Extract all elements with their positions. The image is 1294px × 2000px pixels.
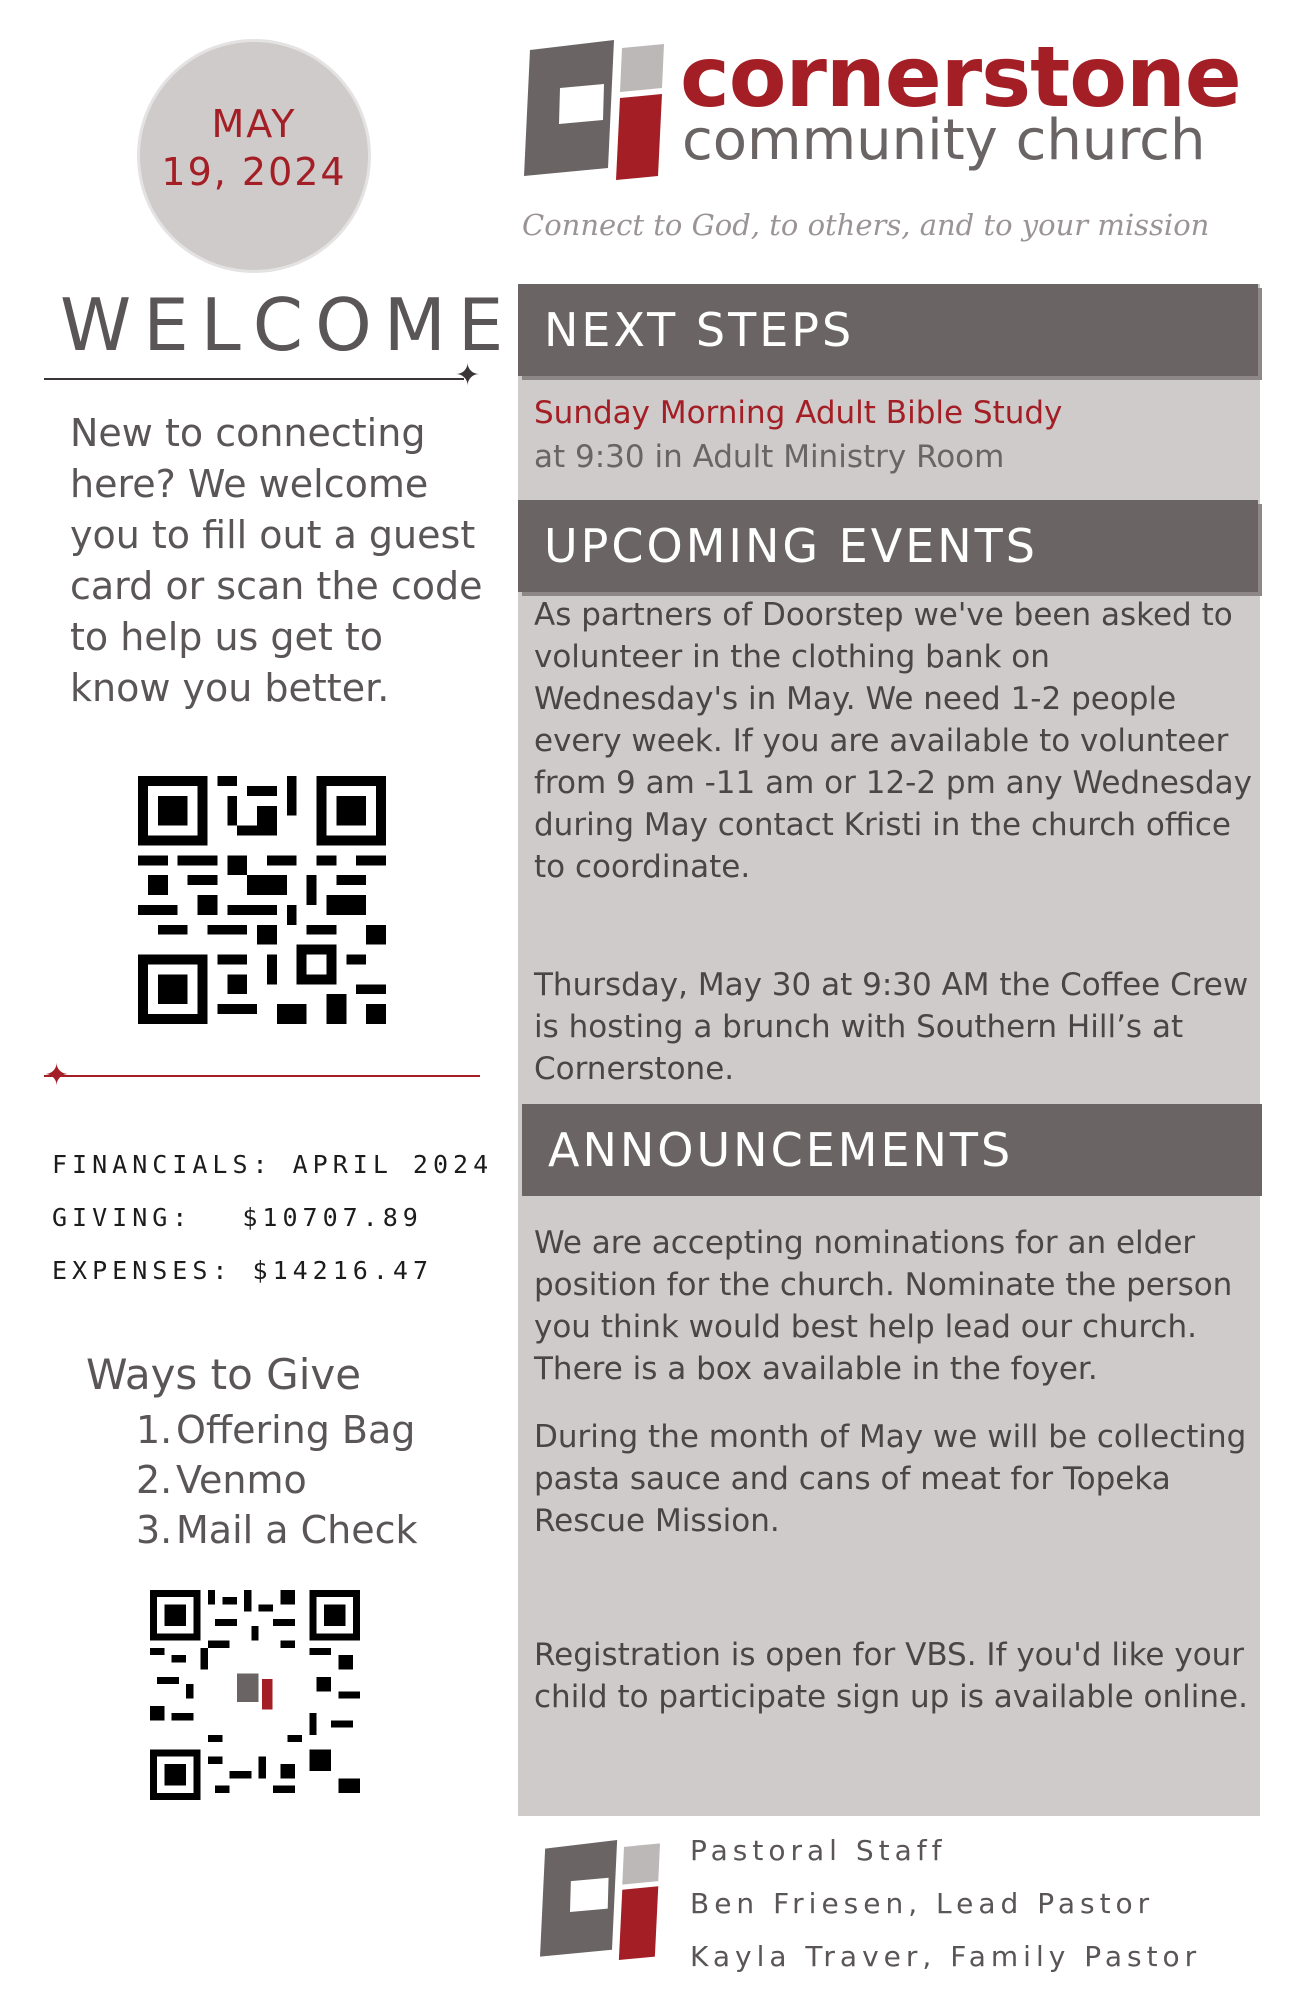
financials-title: FINANCIALS: APRIL 2024 (52, 1150, 494, 1179)
giving-row (52, 1203, 423, 1232)
event-item: As partners of Doorstep we've been asked to volunteer in the clothing bank on Wednesday's in May. We need 1-2 people every week. If you are available to volunteer from 9 am -11 am or 12-2 pm any Wednesday during May contact Kristi in the church office to coordinate. (534, 597, 1252, 885)
next-steps-detail: at 9:30 in Adult Ministry Room (534, 439, 1005, 475)
church-logo-icon (524, 40, 664, 180)
sparkle-icon: ✦ (455, 358, 481, 393)
welcome-text: New to connecting here? We welcome you to fill out a guest card or scan the code to help us get to know you better. (70, 411, 483, 710)
welcome-heading: WELCOME (60, 283, 516, 367)
giving-value: $10707.89 (242, 1203, 423, 1232)
list-item: 3.Mail a Check (136, 1508, 418, 1552)
upcoming-events-heading: UPCOMING EVENTS (518, 500, 1258, 592)
staff-member: Kayla Traver, Family Pastor (690, 1940, 1202, 1973)
staff-member: Ben Friesen, Lead Pastor (690, 1887, 1155, 1920)
event-item: Thursday, May 30 at 9:30 AM the Coffee Crew is hosting a brunch with Southern Hill’s at Cornerstone. (534, 967, 1249, 1087)
list-item: 2.Venmo (136, 1458, 307, 1502)
date-day-year: 19, 2024 (161, 150, 347, 194)
expenses-value: $14216.47 (252, 1256, 433, 1285)
announcement-item: During the month of May we will be collecting pasta sauce and cans of meat for Topeka Rescue Mission. (534, 1419, 1247, 1539)
expenses-row (52, 1256, 433, 1285)
divider (44, 378, 464, 380)
announcements-heading: ANNOUNCEMENTS (522, 1104, 1262, 1196)
announcement-item: We are accepting nominations for an elder position for the church. Nominate the person you think would best help lead our church. There is a box available in the foyer. (534, 1225, 1233, 1387)
church-logo-icon (540, 1840, 660, 1960)
giving-qr-code[interactable] (150, 1590, 360, 1800)
giving-label: GIVING: (52, 1203, 193, 1232)
date (140, 100, 368, 196)
sparkle-icon: ✦ (44, 1058, 70, 1093)
list-item: 1.Offering Bag (136, 1408, 416, 1452)
divider-red (44, 1075, 480, 1077)
announcement-item: Registration is open for VBS. If you'd like your child to participate sign up is available online. (534, 1637, 1248, 1715)
tagline: Connect to God, to others, and to your mission (522, 208, 1210, 242)
expenses-label: EXPENSES: (52, 1256, 233, 1285)
logo-subtitle: community church (682, 108, 1206, 173)
ways-to-give-title: Ways to Give (86, 1350, 362, 1399)
logo-wordmark: cornerstone (680, 28, 1241, 126)
staff-title: Pastoral Staff (690, 1834, 947, 1867)
guest-qr-code[interactable] (138, 776, 386, 1024)
ways-to-give-list (136, 1405, 418, 1555)
next-steps-title: Sunday Morning Adult Bible Study (534, 395, 1063, 431)
next-steps-heading: NEXT STEPS (518, 284, 1258, 376)
date-month: MAY (211, 102, 297, 146)
